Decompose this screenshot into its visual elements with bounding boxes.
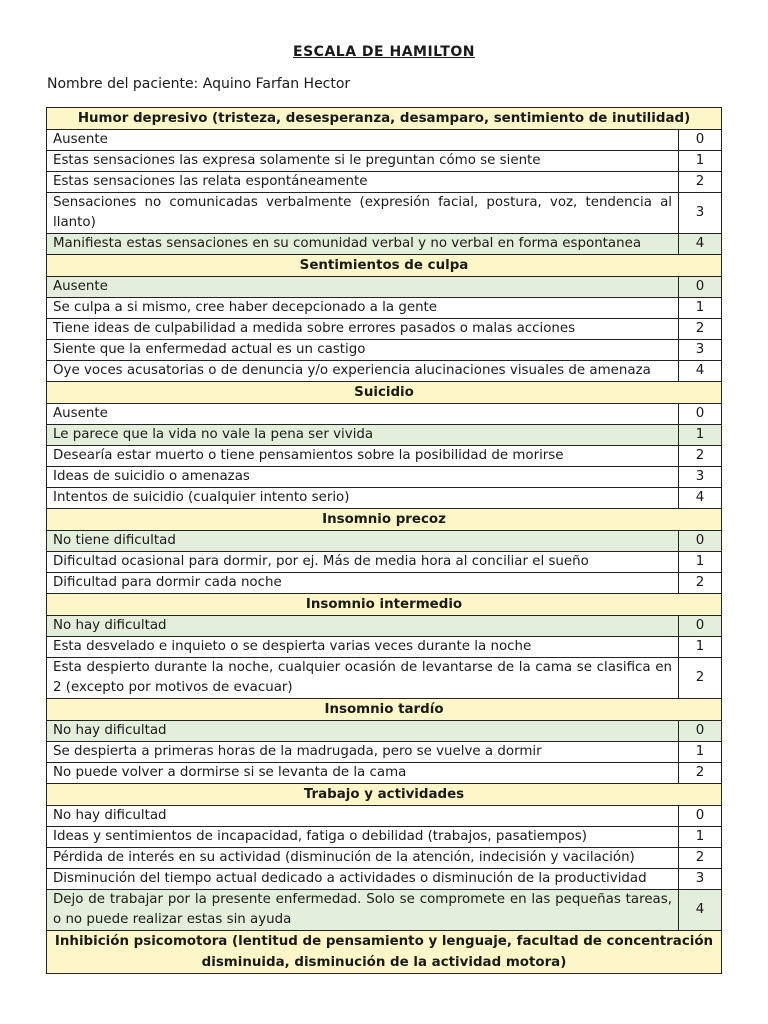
item-description: Esta despierto durante la noche, cualquier ocasión de levantarse de la cama se clasifica en 2 (excepto por motivos de evacuar)	[47, 658, 679, 699]
section-header-row	[47, 255, 722, 277]
item-description: Siente que la enfermedad actual es un castigo	[47, 340, 679, 361]
section-header: Sentimientos de culpa	[47, 255, 722, 277]
patient-line	[47, 76, 350, 92]
table-row-selected	[47, 234, 722, 255]
table-row	[47, 404, 722, 425]
item-description: Estas sensaciones las expresa solamente si le preguntan cómo se siente	[47, 151, 679, 172]
hamilton-scale-table	[46, 107, 722, 974]
item-description: Pérdida de interés en su actividad (disminución de la atención, indecisión y vacilación)	[47, 848, 679, 869]
item-score: 0	[679, 806, 722, 827]
item-score: 3	[679, 869, 722, 890]
table-row	[47, 361, 722, 382]
item-description: Manifiesta estas sensaciones en su comunidad verbal y no verbal en forma espontanea	[47, 234, 679, 255]
item-description: Sensaciones no comunicadas verbalmente (expresión facial, postura, voz, tendencia al llanto)	[47, 193, 679, 234]
item-score: 2	[679, 172, 722, 193]
patient-name: Aquino Farfan Hector	[202, 76, 351, 92]
table-row	[47, 130, 722, 151]
item-description: No hay dificultad	[47, 721, 679, 742]
table-row-selected	[47, 531, 722, 552]
item-score: 0	[679, 616, 722, 637]
table-row	[47, 637, 722, 658]
item-score: 4	[679, 361, 722, 382]
section-header-row	[47, 784, 722, 806]
table-row	[47, 573, 722, 594]
section-header: Insomnio precoz	[47, 509, 722, 531]
section-header: Insomnio intermedio	[47, 594, 722, 616]
table-row	[47, 869, 722, 890]
item-score: 3	[679, 467, 722, 488]
item-score: 1	[679, 637, 722, 658]
item-score: 1	[679, 742, 722, 763]
item-score: 4	[679, 234, 722, 255]
table-row-selected	[47, 616, 722, 637]
item-score: 1	[679, 552, 722, 573]
table-row	[47, 151, 722, 172]
table-row	[47, 172, 722, 193]
item-score: 0	[679, 277, 722, 298]
patient-label: Nombre del paciente:	[47, 76, 199, 92]
table-row	[47, 658, 722, 699]
item-score: 2	[679, 658, 722, 699]
item-score: 3	[679, 340, 722, 361]
item-description: No tiene dificultad	[47, 531, 679, 552]
item-description: Dejo de trabajar por la presente enfermedad. Solo se compromete en las pequeñas tareas, o no puede realizar estas sin ayuda	[47, 890, 679, 931]
item-score: 2	[679, 763, 722, 784]
item-description: Disminución del tiempo actual dedicado a actividades o disminución de la productividad	[47, 869, 679, 890]
item-score: 1	[679, 425, 722, 446]
table-row-selected	[47, 425, 722, 446]
item-description: Dificultad para dormir cada noche	[47, 573, 679, 594]
item-score: 0	[679, 721, 722, 742]
section-header: Humor depresivo (tristeza, desesperanza, desamparo, sentimiento de inutilidad)	[47, 108, 722, 130]
item-score: 2	[679, 573, 722, 594]
item-description: Esta desvelado e inquieto o se despierta varias veces durante la noche	[47, 637, 679, 658]
item-description: Ausente	[47, 277, 679, 298]
table-row	[47, 806, 722, 827]
item-score: 2	[679, 446, 722, 467]
item-description: Tiene ideas de culpabilidad a medida sobre errores pasados o malas acciones	[47, 319, 679, 340]
item-description: Desearía estar muerto o tiene pensamientos sobre la posibilidad de morirse	[47, 446, 679, 467]
table-row	[47, 552, 722, 573]
table-row	[47, 467, 722, 488]
section-header-row	[47, 931, 722, 974]
item-score: 0	[679, 531, 722, 552]
item-score: 4	[679, 890, 722, 931]
table-row	[47, 319, 722, 340]
table-row-selected	[47, 721, 722, 742]
item-description: Ideas de suicidio o amenazas	[47, 467, 679, 488]
item-description: No hay dificultad	[47, 806, 679, 827]
table-row	[47, 742, 722, 763]
item-score: 0	[679, 404, 722, 425]
item-description: Oye voces acusatorias o de denuncia y/o experiencia alucinaciones visuales de amenaza	[47, 361, 679, 382]
item-description: Intentos de suicidio (cualquier intento serio)	[47, 488, 679, 509]
item-score: 2	[679, 848, 722, 869]
item-score: 1	[679, 827, 722, 848]
section-header-row	[47, 594, 722, 616]
table-row-selected	[47, 277, 722, 298]
table-row	[47, 193, 722, 234]
item-description: Ausente	[47, 130, 679, 151]
table-row	[47, 340, 722, 361]
table-row	[47, 446, 722, 467]
section-header: Suicidio	[47, 382, 722, 404]
item-description: Se despierta a primeras horas de la madrugada, pero se vuelve a dormir	[47, 742, 679, 763]
item-description: No hay dificultad	[47, 616, 679, 637]
table-row	[47, 848, 722, 869]
item-description: Ideas y sentimientos de incapacidad, fatiga o debilidad (trabajos, pasatiempos)	[47, 827, 679, 848]
document-title: ESCALA DE HAMILTON	[293, 44, 475, 60]
section-header: Insomnio tardío	[47, 699, 722, 721]
section-header: Inhibición psicomotora (lentitud de pensamiento y lenguaje, facultad de concentración disminuida, disminución de la actividad motora)	[47, 931, 722, 974]
item-score: 3	[679, 193, 722, 234]
section-header-row	[47, 509, 722, 531]
item-score: 2	[679, 319, 722, 340]
table-row	[47, 298, 722, 319]
table-row	[47, 827, 722, 848]
item-description: Dificultad ocasional para dormir, por ej. Más de media hora al conciliar el sueño	[47, 552, 679, 573]
item-score: 1	[679, 151, 722, 172]
item-score: 0	[679, 130, 722, 151]
item-description: No puede volver a dormirse si se levanta de la cama	[47, 763, 679, 784]
item-description: Se culpa a si mismo, cree haber decepcionado a la gente	[47, 298, 679, 319]
section-header-row	[47, 699, 722, 721]
item-description: Ausente	[47, 404, 679, 425]
section-header-row	[47, 382, 722, 404]
item-description: Le parece que la vida no vale la pena ser vivida	[47, 425, 679, 446]
item-description: Estas sensaciones las relata espontáneamente	[47, 172, 679, 193]
table-row	[47, 763, 722, 784]
item-score: 4	[679, 488, 722, 509]
item-score: 1	[679, 298, 722, 319]
table-row	[47, 488, 722, 509]
section-header: Trabajo y actividades	[47, 784, 722, 806]
section-header-row	[47, 108, 722, 130]
table-row-selected	[47, 890, 722, 931]
